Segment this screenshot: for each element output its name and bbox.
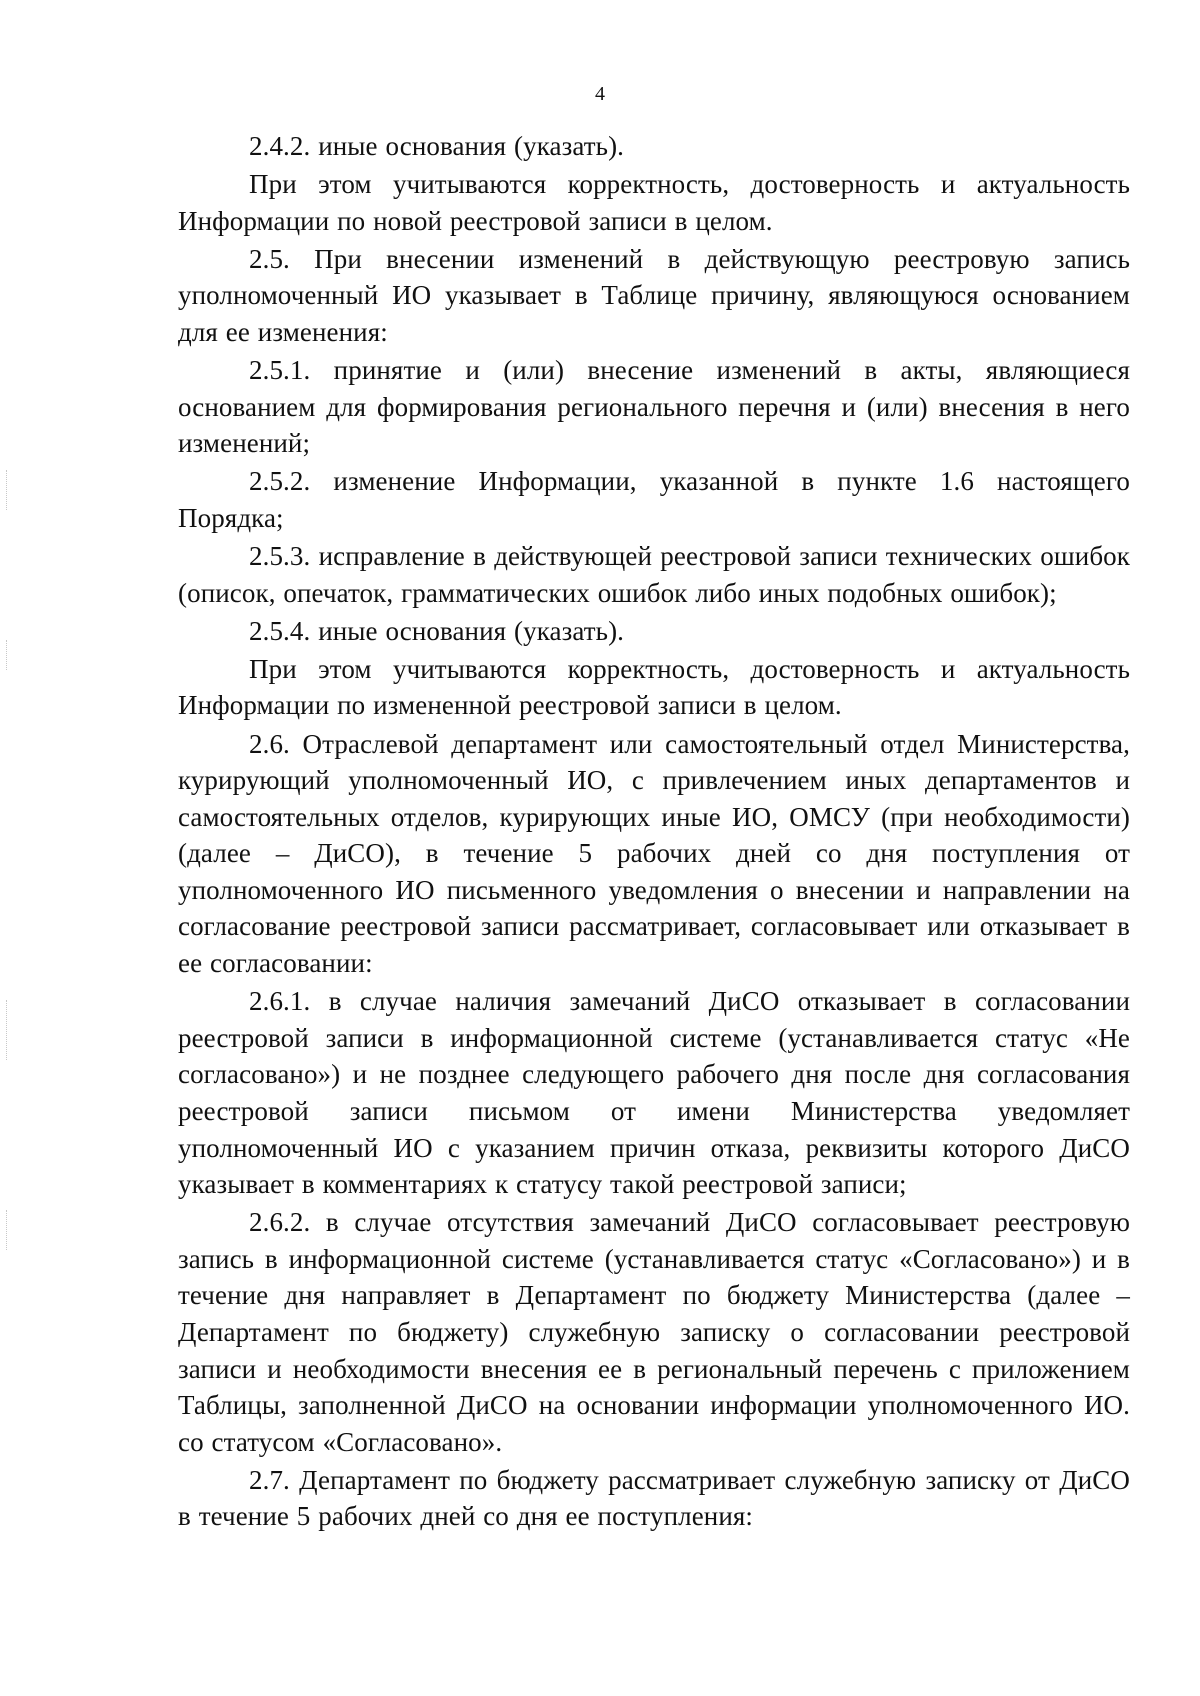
paragraph-2-5: 2.5. При внесении изменений в действующую реестровую запись уполномоченный ИО указывает в Таблице причину, являющуюся основанием для ее изменения: <box>178 243 1130 347</box>
paragraph-note-new-record: При этом учитываются корректность, достоверность и актуальность Информации по новой реестровой записи в целом. <box>178 169 1130 236</box>
paragraph-note-changed-record: При этом учитываются корректность, достоверность и актуальность Информации по измененной реестровой записи в целом. <box>178 653 1130 721</box>
scan-edge-mark <box>6 640 15 670</box>
paragraph-2-4-2: 2.4.2. иные основания (указать). <box>249 131 625 161</box>
scan-edge-mark <box>6 1210 15 1250</box>
paragraph-2-5-4: 2.5.4. иные основания (указать). <box>249 615 625 646</box>
document-body <box>178 128 1130 1537</box>
paragraph-2-6: 2.6. Отраслевой департамент или самостоятельный отдел Министерства, курирующий уполномоченный ИО, с привлечением иных департаментов и самостоятельных отделов, курирующих иные ИО, ОМСУ (при необходимости) (далее – ДиСО), в течение 5 рабочих дней со дня поступления от уполномоченного ИО письменного уведомления о внесении и направлении на согласование реестровой записи рассматривает, согласовывает или отказывает в ее согласовании: <box>178 728 1130 979</box>
paragraph-2-5-3: 2.5.3. исправление в действующей реестровой записи технических ошибок (описок, опечаток, грамматических ошибок либо иных подобных ошибок); <box>178 541 1130 608</box>
paragraph-2-5-2: 2.5.2. изменение Информации, указанной в пункте 1.6 настоящего Порядка; <box>178 466 1130 533</box>
scan-edge-mark <box>6 470 15 510</box>
paragraph-2-7: 2.7. Департамент по бюджету рассматривает служебную записку от ДиСО в течение 5 рабочих дней со дня ее поступления: <box>178 1464 1130 1532</box>
page-number: 4 <box>595 83 605 105</box>
scan-edge-mark <box>6 1000 15 1060</box>
paragraph-2-6-1: 2.6.1. в случае наличия замечаний ДиСО отказывает в согласовании реестровой записи в информационной системе (устанавливается статус «Не согласовано») и не позднее следующего рабочего дня после дня согласования реестровой записи письмом от имени Министерства уведомляет уполномоченный ИО с указанием причин отказа, реквизиты которого ДиСО указывает в комментариях к статусу такой реестровой записи; <box>178 986 1130 1200</box>
paragraph-2-5-1: 2.5.1. принятие и (или) внесение изменений в акты, являющиеся основанием для формирования регионального перечня и (или) внесения в него изменений; <box>178 355 1130 459</box>
paragraph-2-6-2: 2.6.2. в случае отсутствия замечаний ДиСО согласовывает реестровую запись в информационной системе (устанавливается статус «Согласовано») и в течение дня направляет в Департамент по бюджету Министерства (далее – Департамент по бюджету) служебную записку о согласовании реестровой записи и необходимости внесения ее в региональный перечень с приложением Таблицы, заполненной ДиСО на основании информации уполномоченного ИО. со статусом «Согласовано». <box>178 1207 1130 1457</box>
